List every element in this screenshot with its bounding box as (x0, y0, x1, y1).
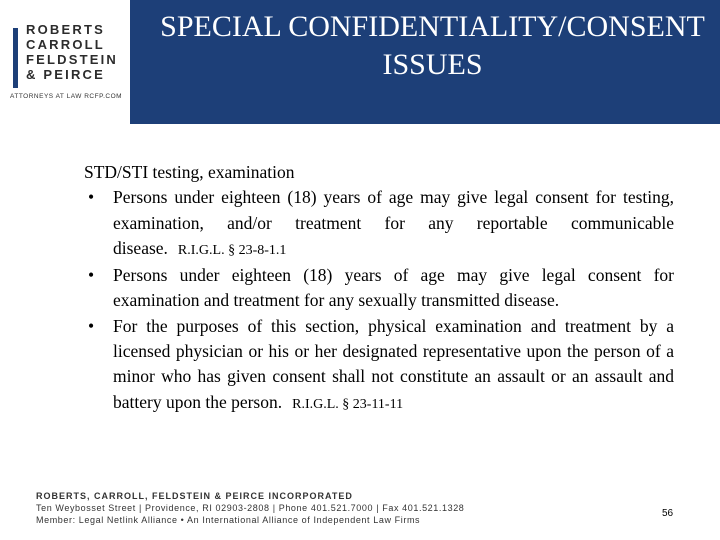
bullet-item (84, 314, 674, 417)
bullet-text: For the purposes of this section, physical examination and treatment by a licensed physician or his or her designated representative upon the person of a minor who has given consent shall not constitute an assault or an assault and battery upon the person. (113, 315, 674, 412)
page-number: 56 (662, 508, 674, 519)
bullet-item (84, 185, 674, 263)
slide-body (84, 160, 674, 417)
section-heading: STD/STI testing, examination (84, 162, 295, 182)
bullet-text: Persons under eighteen (18) years of age may give legal consent for examination and treatment for any sexually transmitted disease. (113, 265, 674, 311)
statute-citation: R.I.G.L. § 23-11-11 (292, 396, 404, 412)
logo-line: & PEIRCE (26, 67, 106, 82)
logo-line: CARROLL (26, 37, 105, 52)
slide-title: SPECIAL CONFIDENTIALITY/CONSENT ISSUES (160, 10, 705, 81)
logo-wordmark (26, 22, 118, 82)
firm-logo (0, 0, 130, 124)
statute-citation: R.I.G.L. § 23-8-1.1 (177, 242, 287, 258)
bullet-text: Persons under eighteen (18) years of age may give legal consent for testing, examination, and/or treatment for any reportable communicable disease. (113, 187, 674, 258)
footer-address: Ten Weybosset Street | Providence, RI 02903-2808 | Phone 401.521.7000 | Fax 401.521.1328 (36, 503, 465, 513)
bullet-list (84, 185, 674, 417)
footer-membership: Member: Legal Netlink Alliance • An International Alliance of Independent Law Firms (36, 515, 421, 525)
logo-tagline: ATTORNEYS AT LAW RCFP.COM (10, 93, 123, 100)
logo-accent-bar (13, 28, 18, 88)
slide-header (0, 0, 720, 124)
footer-firm-name: ROBERTS, CARROLL, FELDSTEIN & PEIRCE INCORPORATED (36, 491, 353, 501)
slide-footer (36, 490, 464, 526)
logo-line: ROBERTS (26, 22, 105, 37)
bullet-item (84, 263, 674, 314)
logo-line: FELDSTEIN (26, 52, 119, 67)
